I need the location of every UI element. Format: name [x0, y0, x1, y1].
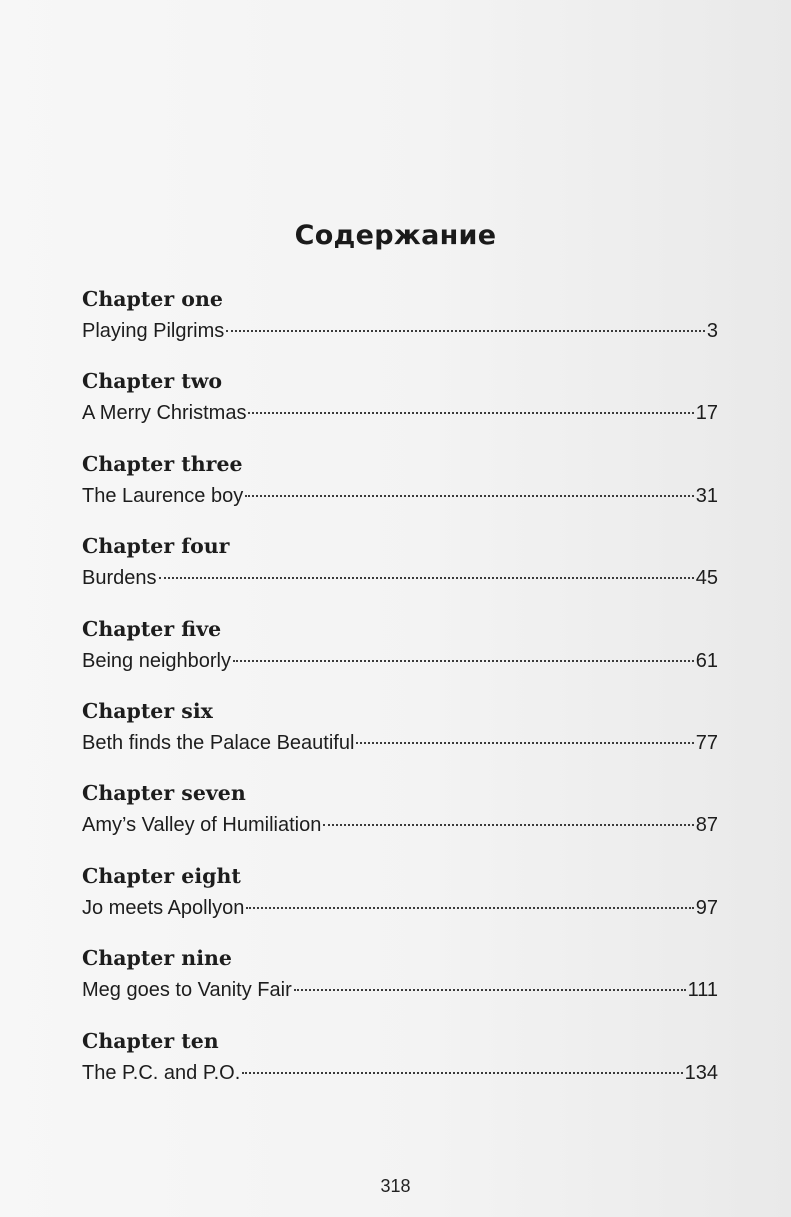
chapter-title: Beth finds the Palace Beautiful [82, 731, 355, 754]
toc-line [82, 810, 718, 840]
chapter-label: Chapter one [82, 287, 223, 311]
toc-entry[interactable] [82, 778, 718, 860]
chapter-title: Jo meets Apollyon [82, 896, 245, 919]
chapter-title: Meg goes to Vanity Fair [82, 979, 292, 1002]
page-ref: 87 [695, 814, 718, 837]
chapter-label: Chapter eight [82, 863, 241, 888]
toc-line [82, 728, 718, 758]
dot-leader [159, 577, 694, 579]
dot-leader [245, 495, 694, 497]
toc-entry[interactable] [82, 861, 718, 943]
toc-line [82, 398, 718, 428]
page-ref: 45 [695, 567, 718, 590]
chapter-title: Amy’s Valley of Humiliation [82, 814, 322, 837]
toc-line [82, 975, 718, 1005]
dot-leader [323, 824, 693, 826]
table-of-contents [82, 284, 718, 1108]
toc-entry[interactable] [82, 284, 718, 366]
dot-leader [294, 989, 686, 991]
page-ref: 61 [695, 649, 718, 672]
page-ref: 134 [684, 1061, 718, 1084]
chapter-title: A Merry Christmas [82, 402, 247, 425]
toc-line [82, 1058, 718, 1088]
dot-leader [242, 1072, 682, 1074]
dot-leader [248, 412, 693, 414]
toc-entry[interactable] [82, 1026, 718, 1108]
chapter-title: Burdens [82, 567, 157, 590]
toc-line [82, 893, 718, 923]
toc-entry[interactable] [82, 943, 718, 1025]
page-ref: 111 [687, 979, 718, 1002]
dot-leader [356, 742, 693, 744]
toc-entry[interactable] [82, 696, 718, 778]
page-ref: 97 [695, 896, 718, 919]
dot-leader [226, 330, 705, 332]
chapter-label: Chapter three [82, 451, 243, 476]
chapter-label: Chapter nine [82, 946, 232, 971]
page-number: 318 [380, 1176, 411, 1196]
page-title: Содержание [294, 220, 497, 251]
chapter-label: Chapter seven [82, 781, 246, 806]
dot-leader [233, 660, 694, 662]
chapter-label: Chapter two [82, 369, 223, 394]
chapter-title: Playing Pilgrims [82, 320, 225, 342]
toc-entry[interactable] [82, 366, 718, 448]
toc-line [82, 481, 718, 511]
dot-leader [246, 907, 693, 909]
chapter-label: Chapter four [82, 534, 230, 559]
page-ref: 3 [706, 320, 718, 342]
chapter-label: Chapter five [82, 616, 222, 641]
chapter-label: Chapter six [82, 698, 213, 723]
chapter-title: Being neighborly [82, 649, 231, 672]
chapter-label: Chapter ten [82, 1028, 219, 1053]
chapter-title: The P.C. and P.O. [82, 1061, 241, 1084]
toc-line [82, 563, 718, 593]
toc-line [82, 646, 718, 676]
page-ref: 17 [695, 402, 718, 425]
toc-line [82, 316, 718, 346]
toc-entry[interactable] [82, 531, 718, 613]
chapter-title: The Laurence boy [82, 484, 244, 507]
page-ref: 31 [695, 484, 718, 507]
page-ref: 77 [695, 731, 718, 754]
toc-entry[interactable] [82, 614, 718, 696]
toc-entry[interactable] [82, 449, 718, 531]
